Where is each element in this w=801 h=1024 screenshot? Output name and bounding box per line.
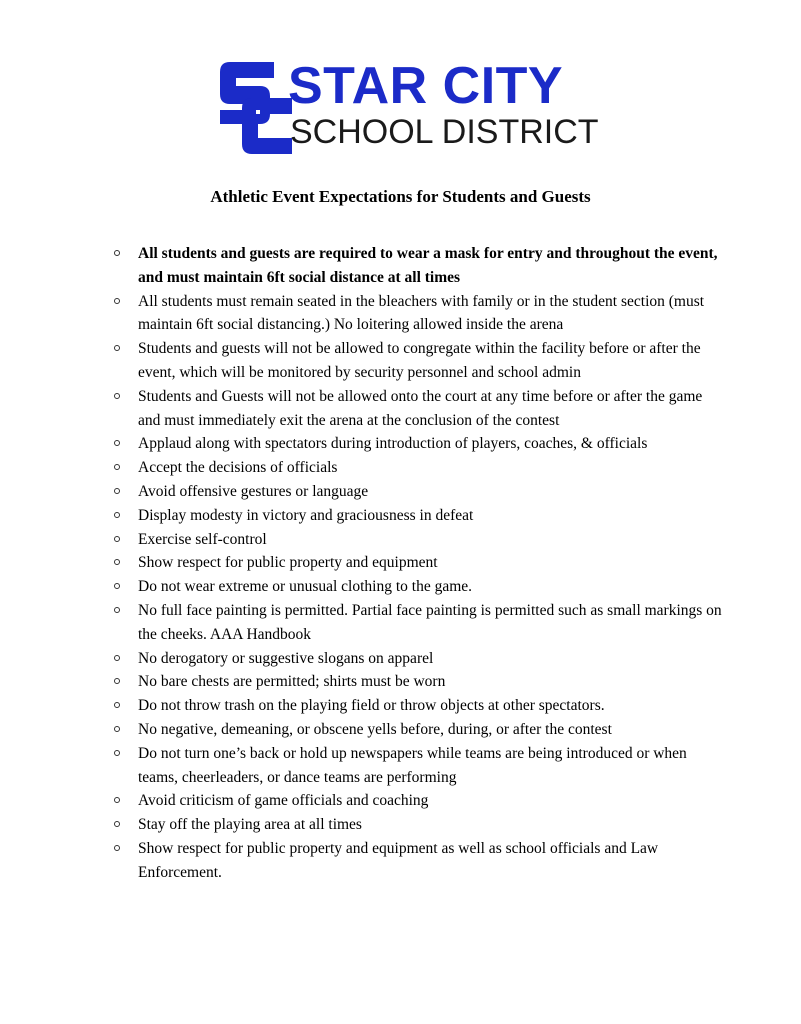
circle-bullet-icon bbox=[114, 583, 120, 589]
list-item bbox=[112, 837, 722, 885]
list-item-text: Show respect for public property and equipment as well as school officials and Law Enforcement. bbox=[138, 839, 659, 881]
list-item bbox=[112, 789, 722, 813]
district-logo bbox=[216, 57, 599, 158]
list-item bbox=[112, 456, 722, 480]
list-item bbox=[112, 694, 722, 718]
circle-bullet-icon bbox=[114, 607, 120, 613]
circle-bullet-icon bbox=[114, 678, 120, 684]
circle-bullet-icon bbox=[114, 750, 120, 756]
circle-bullet-icon bbox=[114, 512, 120, 518]
list-item bbox=[112, 242, 722, 290]
circle-bullet-icon bbox=[114, 298, 120, 304]
list-item-text: Do not throw trash on the playing field or throw objects at other spectators. bbox=[138, 697, 605, 715]
list-item-text: All students and guests are required to wear a mask for entry and throughout the event, and must maintain 6ft social distance at all times bbox=[138, 245, 718, 286]
list-item-text: No bare chests are permitted; shirts must be worn bbox=[138, 673, 446, 691]
list-item-text: All students must remain seated in the bleachers with family or in the student section (must maintain 6ft social distancing.) No loitering allowed inside the arena bbox=[138, 292, 705, 334]
list-item-text: No derogatory or suggestive slogans on apparel bbox=[138, 649, 434, 667]
list-item bbox=[112, 742, 722, 790]
list-item bbox=[112, 290, 722, 338]
circle-bullet-icon bbox=[114, 440, 120, 446]
circle-bullet-icon bbox=[114, 655, 120, 661]
list-item-text: Display modesty in victory and graciousness in defeat bbox=[138, 506, 474, 524]
list-item bbox=[112, 647, 722, 671]
list-item-text: Students and Guests will not be allowed onto the court at any time before or after the game and must immediately exit the arena at the conclusion of the contest bbox=[138, 387, 703, 429]
list-item bbox=[112, 599, 722, 647]
list-item bbox=[112, 337, 722, 385]
list-item bbox=[112, 504, 722, 528]
list-item bbox=[112, 385, 722, 433]
list-item-text: Show respect for public property and equipment bbox=[138, 554, 438, 572]
list-item bbox=[112, 480, 722, 504]
list-item-text: Do not wear extreme or unusual clothing to the game. bbox=[138, 578, 473, 596]
list-item-text: No full face painting is permitted. Partial face painting is permitted such as small markings on the cheeks. AAA Handbook bbox=[138, 601, 722, 643]
list-item-text: Avoid offensive gestures or language bbox=[138, 482, 369, 500]
circle-bullet-icon bbox=[114, 797, 120, 803]
circle-bullet-icon bbox=[114, 536, 120, 542]
list-item bbox=[112, 813, 722, 837]
list-item-text: Applaud along with spectators during introduction of players, coaches, & officials bbox=[138, 435, 648, 453]
logo-star-city: STAR CITY bbox=[288, 57, 564, 115]
list-item bbox=[112, 551, 722, 575]
circle-bullet-icon bbox=[114, 559, 120, 565]
list-item-text: No negative, demeaning, or obscene yells before, during, or after the contest bbox=[138, 720, 612, 738]
page-title: Athletic Event Expectations for Students and Guests bbox=[210, 187, 591, 206]
circle-bullet-icon bbox=[114, 702, 120, 708]
list-item-text: Accept the decisions of officials bbox=[138, 459, 338, 477]
circle-bullet-icon bbox=[114, 488, 120, 494]
circle-bullet-icon bbox=[114, 821, 120, 827]
circle-bullet-icon bbox=[114, 250, 120, 256]
list-item bbox=[112, 670, 722, 694]
logo-school-district: SCHOOL DISTRICT bbox=[290, 113, 599, 151]
circle-bullet-icon bbox=[114, 464, 120, 470]
circle-bullet-icon bbox=[114, 345, 120, 351]
list-item bbox=[112, 432, 722, 456]
circle-bullet-icon bbox=[114, 845, 120, 851]
list-item bbox=[112, 718, 722, 742]
list-item bbox=[112, 528, 722, 552]
expectations-list bbox=[112, 242, 722, 885]
list-item-text: Avoid criticism of game officials and coaching bbox=[138, 792, 429, 810]
list-item-text: Do not turn one’s back or hold up newspapers while teams are being introduced or when teams, cheerleaders, or dance teams are performing bbox=[138, 744, 687, 786]
list-item bbox=[112, 575, 722, 599]
list-item-text: Students and guests will not be allowed to congregate within the facility before or after the event, which will be monitored by security personnel and school admin bbox=[138, 340, 701, 381]
circle-bullet-icon bbox=[114, 393, 120, 399]
list-item-text: Stay off the playing area at all times bbox=[138, 816, 362, 834]
sc-monogram-icon bbox=[216, 58, 296, 158]
list-item-text: Exercise self-control bbox=[138, 530, 267, 548]
circle-bullet-icon bbox=[114, 726, 120, 732]
